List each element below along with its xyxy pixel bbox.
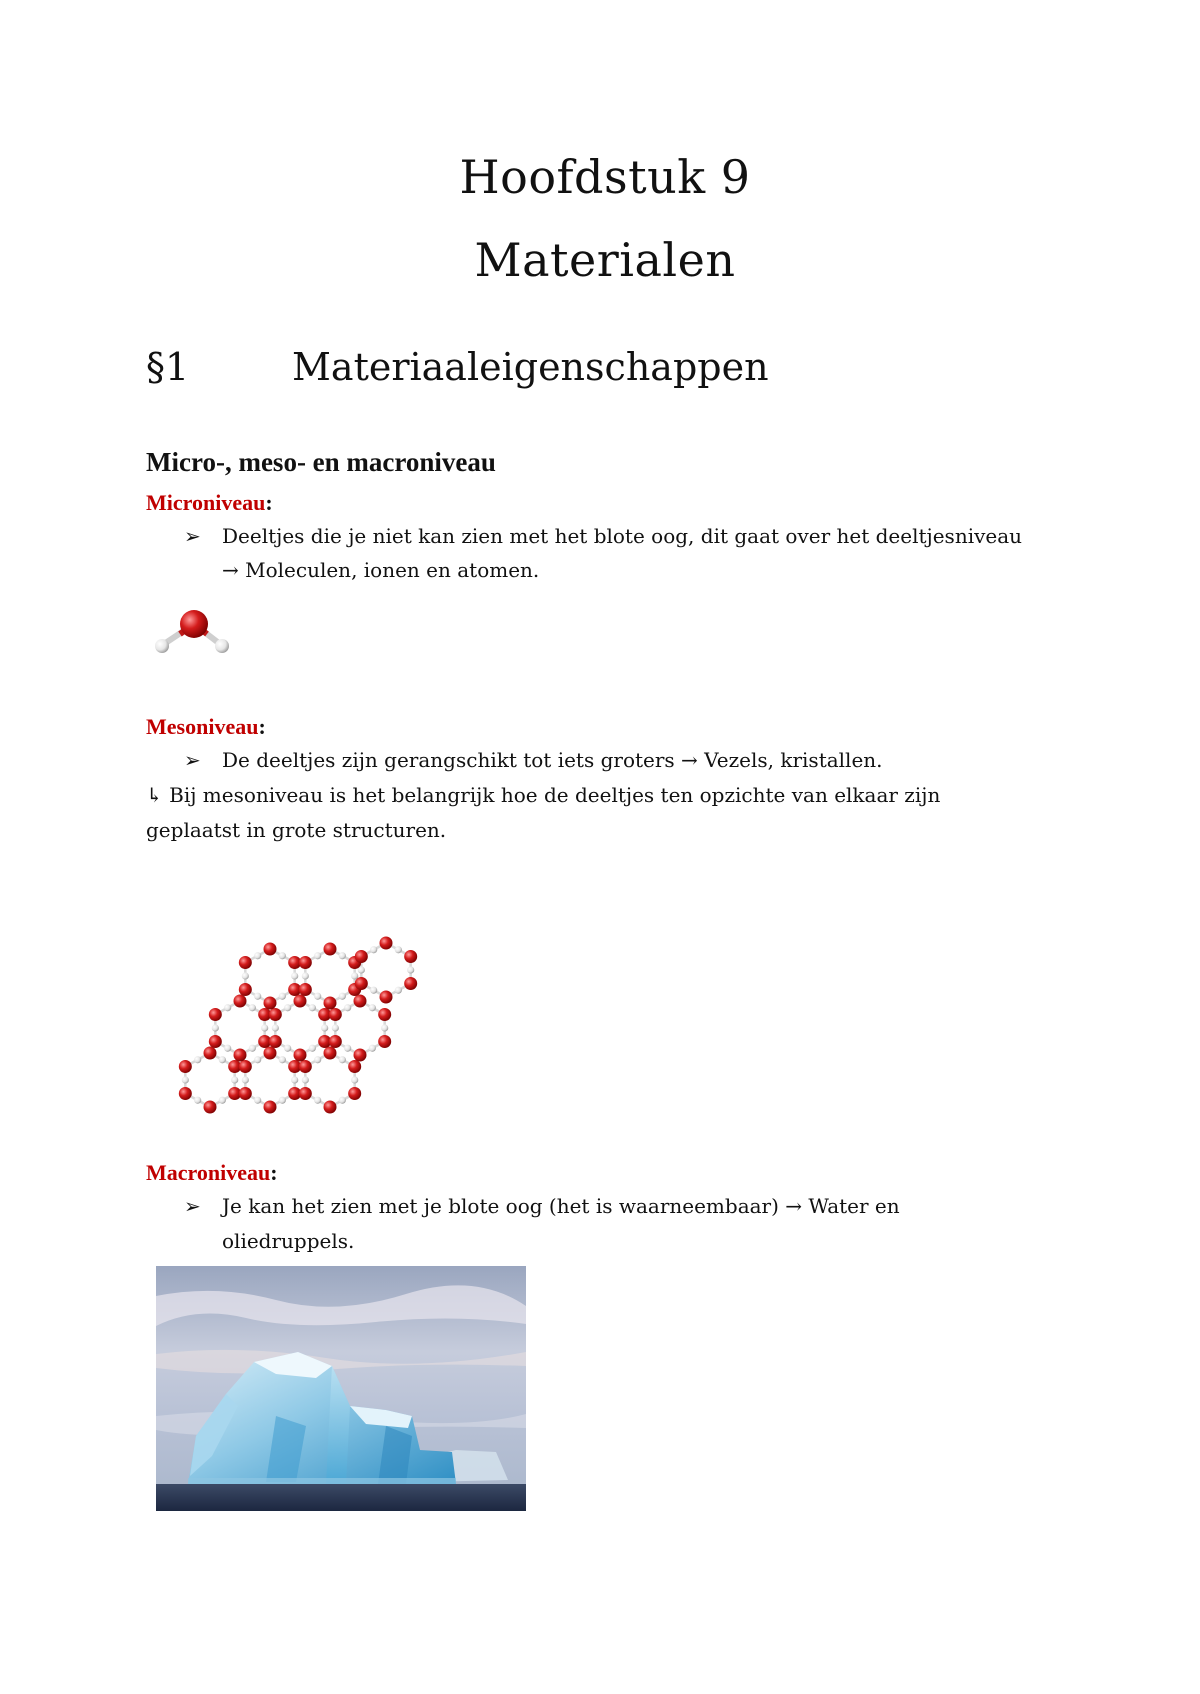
lattice-oxygen-atom (234, 1049, 247, 1062)
macro-bullet-text-line2: oliedruppels. (222, 1229, 355, 1253)
macro-bullet (184, 1194, 900, 1218)
lattice-hydrogen-atom (314, 1056, 321, 1063)
lattice-oxygen-atom (269, 1035, 282, 1048)
lattice-hydrogen-atom (224, 1004, 231, 1011)
lattice-hydrogen-atom (344, 1045, 351, 1052)
lattice-hydrogen-atom (381, 1024, 388, 1031)
macro-label-colon: : (270, 1160, 278, 1185)
lattice-oxygen-atom (239, 1060, 252, 1073)
lattice-oxygen-atom (378, 1035, 391, 1048)
meso-bullet-text: De deeltjes zijn gerangschikt tot iets groters → Vezels, kristallen. (222, 748, 883, 772)
lattice-oxygen-atom (264, 1101, 277, 1114)
lattice-hydrogen-atom (224, 1045, 231, 1052)
meso-label (146, 714, 266, 740)
lattice-hydrogen-atom (369, 1045, 376, 1052)
micro-bullet-text: Deeltjes die je niet kan zien met het blote oog, dit gaat over het deeltjesniveau (222, 524, 1023, 548)
lattice-hydrogen-atom (242, 1076, 249, 1083)
lattice-oxygen-atom (348, 1060, 361, 1073)
lattice-hydrogen-atom (254, 993, 261, 1000)
lattice-oxygen-atom (204, 1047, 217, 1060)
ice-lattice-image (150, 930, 420, 1130)
lattice-oxygen-atom (355, 977, 368, 990)
meso-label-text: Mesoniveau (146, 714, 259, 739)
lattice-hydrogen-atom (279, 1097, 286, 1104)
lattice-hydrogen-atom (284, 1045, 291, 1052)
lattice-hydrogen-atom (254, 1097, 261, 1104)
lattice-hydrogen-atom (272, 1024, 279, 1031)
lattice-oxygen-atom (404, 977, 417, 990)
lattice-hydrogen-atom (212, 1024, 219, 1031)
lattice-oxygen-atom (329, 1008, 342, 1021)
arrow-bullet-icon: ➢ (184, 1194, 201, 1218)
meso-bullet (184, 748, 883, 772)
macro-label (146, 1160, 278, 1186)
micro-label (146, 490, 273, 516)
lattice-hydrogen-atom (344, 1004, 351, 1011)
lattice-hydrogen-atom (395, 987, 402, 994)
lattice-oxygen-atom (294, 1049, 307, 1062)
lattice-hydrogen-atom (249, 1004, 256, 1011)
lattice-hydrogen-atom (339, 1097, 346, 1104)
lattice-hydrogen-atom (302, 1076, 309, 1083)
lattice-oxygen-atom (354, 995, 367, 1008)
lattice-hydrogen-atom (370, 987, 377, 994)
lattice-oxygen-atom (299, 983, 312, 996)
lattice-hydrogen-atom (279, 993, 286, 1000)
subheading: Micro-, meso- en macroniveau (146, 447, 496, 477)
lattice-oxygen-atom (294, 995, 307, 1008)
lattice-hydrogen-atom (249, 1045, 256, 1052)
lattice-hydrogen-atom (194, 1097, 201, 1104)
meso-note-line1: ↳ Bij mesoniveau is het belangrijk hoe de deeltjes ten opzichte van elkaar zijn (146, 783, 941, 807)
lattice-hydrogen-atom (284, 1004, 291, 1011)
micro-continuation: → Moleculen, ionen en atomen. (222, 558, 540, 582)
macro-label-text: Macroniveau (146, 1160, 271, 1185)
lattice-oxygen-atom (209, 1008, 222, 1021)
lattice-oxygen-atom (348, 1087, 361, 1100)
lattice-oxygen-atom (324, 943, 337, 956)
arrow-bullet-icon: ➢ (184, 524, 201, 548)
lattice-oxygen-atom (179, 1087, 192, 1100)
lattice-hydrogen-atom (339, 1056, 346, 1063)
lattice-hydrogen-atom (254, 1056, 261, 1063)
micro-label-text: Microniveau (146, 490, 266, 515)
lattice-hydrogen-atom (407, 966, 414, 973)
iceberg-photo (156, 1266, 526, 1511)
lattice-oxygen-atom (239, 956, 252, 969)
lattice-hydrogen-atom (291, 972, 298, 979)
lattice-hydrogen-atom (219, 1056, 226, 1063)
lattice-hydrogen-atom (194, 1056, 201, 1063)
lattice-oxygen-atom (179, 1060, 192, 1073)
lattice-oxygen-atom (239, 983, 252, 996)
macro-bullet-text-line1: Je kan het zien met je blote oog (het is waarneembaar) → Water en (222, 1194, 900, 1218)
lattice-oxygen-atom (324, 1101, 337, 1114)
lattice-hydrogen-atom (309, 1045, 316, 1052)
micro-bullet (184, 524, 1022, 548)
lattice-oxygen-atom (299, 1087, 312, 1100)
lattice-hydrogen-atom (219, 1097, 226, 1104)
micro-label-colon: : (265, 490, 273, 515)
chapter-title: Hoofdstuk 9 (459, 150, 751, 204)
lattice-hydrogen-atom (291, 1076, 298, 1083)
lattice-hydrogen-atom (314, 993, 321, 1000)
lattice-hydrogen-atom (370, 946, 377, 953)
lattice-hydrogen-atom (231, 1076, 238, 1083)
lattice-oxygen-atom (204, 1101, 217, 1114)
lattice-hydrogen-atom (369, 1004, 376, 1011)
lattice-oxygen-atom (324, 997, 337, 1010)
lattice-hydrogen-atom (321, 1024, 328, 1031)
section-title: Materiaaleigenschappen (292, 345, 769, 389)
lattice-hydrogen-atom (314, 952, 321, 959)
lattice-oxygen-atom (299, 1060, 312, 1073)
section-number: §1 (146, 345, 190, 389)
lattice-hydrogen-atom (339, 993, 346, 1000)
lattice-oxygen-atom (380, 991, 393, 1004)
meso-label-colon: : (258, 714, 266, 739)
lattice-oxygen-atom (299, 956, 312, 969)
lattice-oxygen-atom (404, 950, 417, 963)
lattice-hydrogen-atom (339, 952, 346, 959)
lattice-hydrogen-atom (182, 1076, 189, 1083)
lattice-oxygen-atom (239, 1087, 252, 1100)
lattice-hydrogen-atom (261, 1024, 268, 1031)
lattice-hydrogen-atom (395, 946, 402, 953)
lattice-hydrogen-atom (309, 1004, 316, 1011)
lattice-hydrogen-atom (302, 972, 309, 979)
lattice-hydrogen-atom (314, 1097, 321, 1104)
lattice-oxygen-atom (380, 937, 393, 950)
lattice-oxygen-atom (264, 1047, 277, 1060)
lattice-oxygen-atom (269, 1008, 282, 1021)
water-molecule-image (150, 600, 230, 660)
lattice-hydrogen-atom (242, 972, 249, 979)
lattice-hydrogen-atom (254, 952, 261, 959)
lattice-oxygen-atom (234, 995, 247, 1008)
lattice-oxygen-atom (354, 1049, 367, 1062)
lattice-oxygen-atom (264, 943, 277, 956)
lattice-hydrogen-atom (279, 952, 286, 959)
lattice-hydrogen-atom (351, 1076, 358, 1083)
lattice-oxygen-atom (378, 1008, 391, 1021)
lattice-hydrogen-atom (332, 1024, 339, 1031)
lattice-oxygen-atom (264, 997, 277, 1010)
meso-note-line2: geplaatst in grote structuren. (146, 818, 447, 842)
lattice-oxygen-atom (324, 1047, 337, 1060)
lattice-oxygen-atom (329, 1035, 342, 1048)
lattice-oxygen-atom (355, 950, 368, 963)
chapter-subtitle: Materialen (474, 233, 736, 287)
arrow-bullet-icon: ➢ (184, 748, 201, 772)
lattice-oxygen-atom (209, 1035, 222, 1048)
lattice-hydrogen-atom (279, 1056, 286, 1063)
